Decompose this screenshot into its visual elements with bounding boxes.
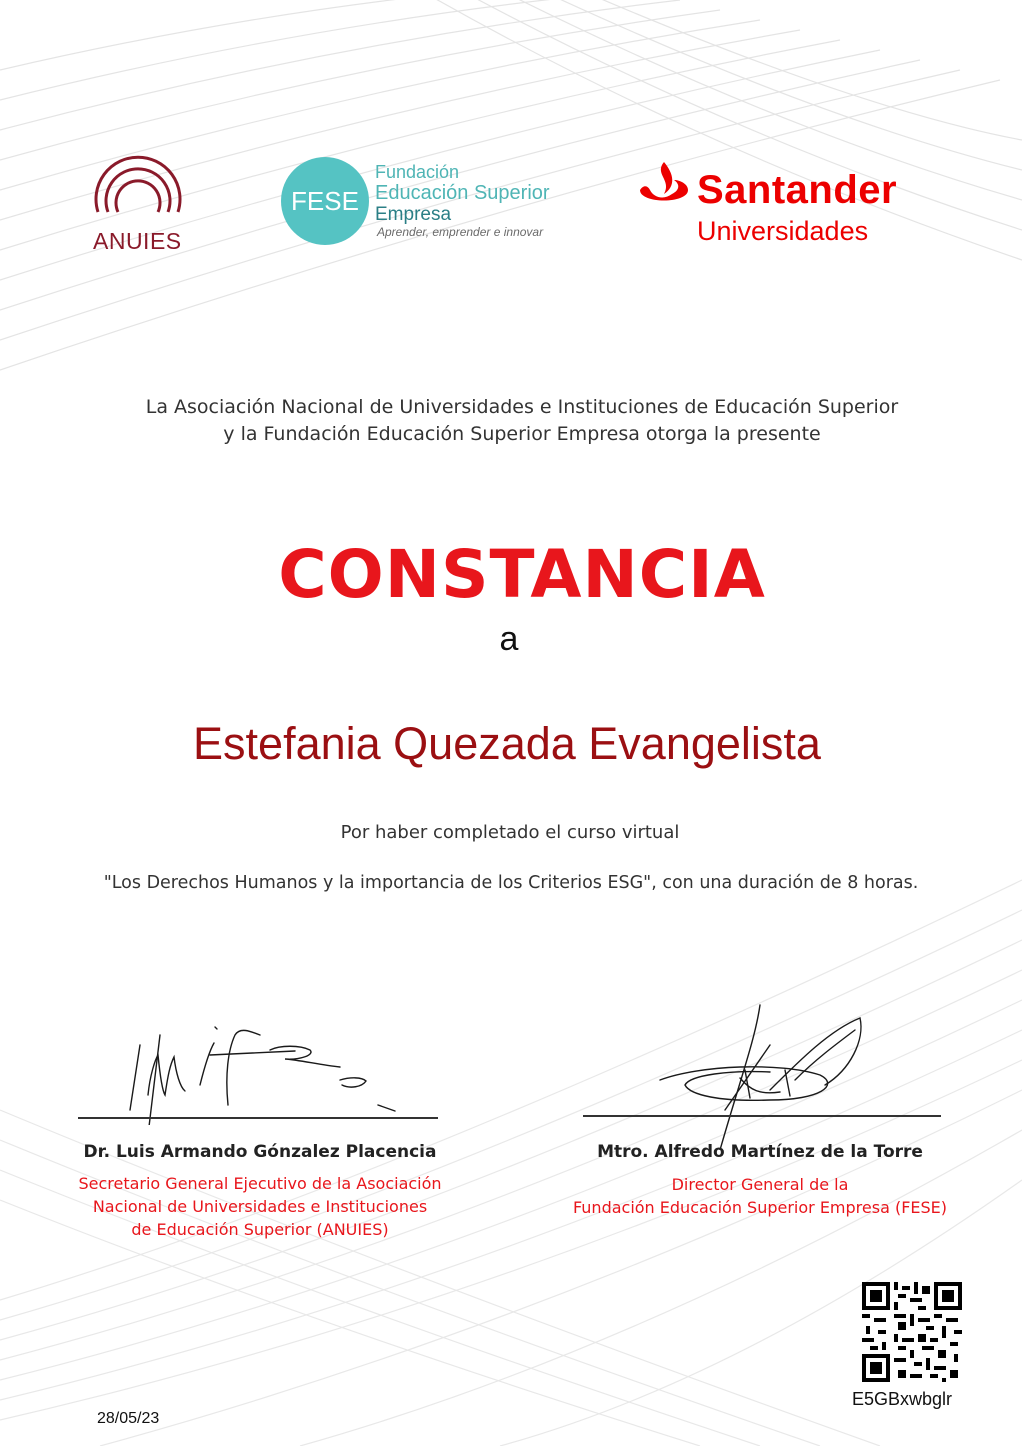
intro-line-1: La Asociación Nacional de Universidades e Instituciones de Educación Superior <box>145 396 899 418</box>
intro-line-2: y la Fundación Educación Superior Empresa otorga la presente <box>223 423 821 445</box>
fese-logo-line3: Empresa <box>375 204 452 225</box>
signatory-1-role-line1: Secretario General Ejecutivo de la Asociación <box>78 1174 442 1193</box>
santander-logo-text: Santander <box>697 168 898 212</box>
signature-2-image <box>650 1000 880 1150</box>
signatory-2-name: Mtro. Alfredo Martínez de la Torre <box>597 1142 923 1162</box>
santander-flame-icon <box>636 160 692 212</box>
intro-text <box>0 394 1022 448</box>
anuies-rings-icon <box>88 140 188 228</box>
completion-text: Por haber completado el curso virtual <box>340 822 680 843</box>
fese-logo-tagline: Aprender, emprender e innovar <box>377 225 544 239</box>
signatory-2-role <box>520 1173 1000 1219</box>
signatory-1-role-line2: Nacional de Universidades e Instituciones <box>92 1197 428 1216</box>
fese-logo-badge: FESE <box>281 157 369 245</box>
signatory-1-name: Dr. Luis Armando Gónzalez Placencia <box>83 1142 437 1162</box>
anuies-logo-text: ANUIES <box>93 228 182 254</box>
signatory-2-role-line1: Director General de la <box>671 1175 849 1194</box>
recipient-name: Estefania Quezada Evangelista <box>193 718 821 769</box>
fese-logo-line1: Fundación <box>375 162 460 182</box>
signatory-2-role-line2: Fundación Educación Superior Empresa (FESE) <box>572 1198 948 1217</box>
signatory-1-role-line3: de Educación Superior (ANUIES) <box>131 1220 389 1239</box>
course-description: "Los Derechos Humanos y la importancia de los Criterios ESG", con una duración de 8 horas. <box>103 873 919 893</box>
to-text: a <box>499 620 519 658</box>
fese-logo-line2: Educación Superior <box>375 182 550 204</box>
verification-qr-code[interactable] <box>862 1282 962 1382</box>
signature-2-line <box>583 1115 941 1117</box>
issue-date: 28/05/23 <box>97 1410 160 1427</box>
signatory-1-role <box>20 1172 500 1241</box>
signature-1-line <box>78 1117 438 1119</box>
verification-code: E5GBxwbglr <box>851 1389 953 1409</box>
certificate-title: CONSTANCIA <box>278 536 766 613</box>
santander-logo-subtitle: Universidades <box>697 216 869 246</box>
signature-1-image <box>110 1015 420 1125</box>
